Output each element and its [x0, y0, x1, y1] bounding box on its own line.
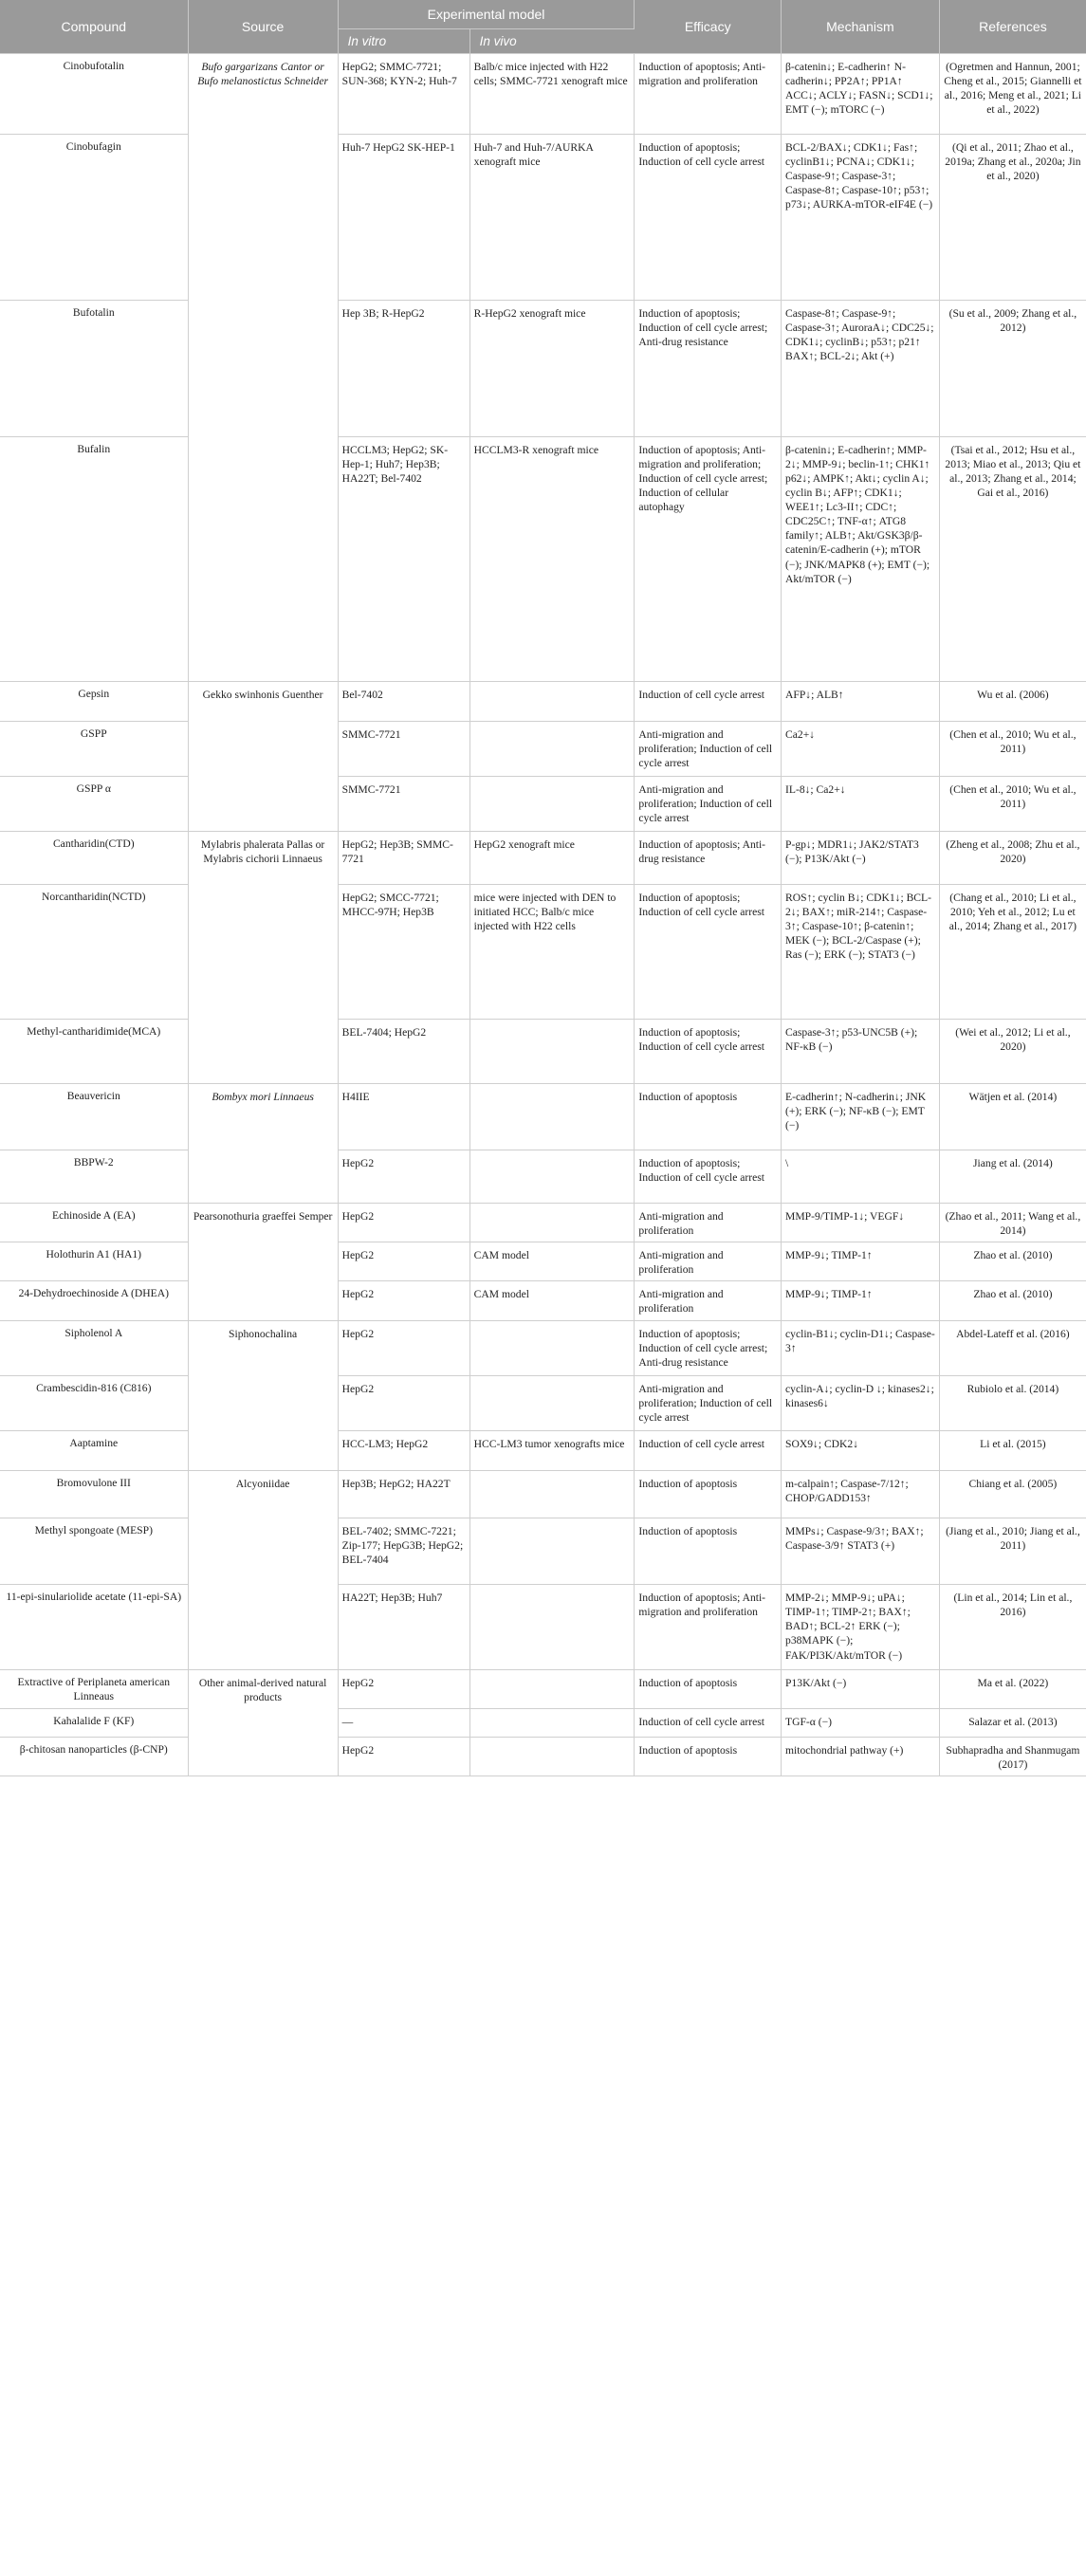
table-row: [0, 1737, 1086, 1776]
cell-in-vivo: HepG2 xenograft mice: [469, 832, 635, 885]
cell-source: [188, 1585, 338, 1670]
cell-mechanism: SOX9↓; CDK2↓: [782, 1431, 940, 1471]
cell-in-vitro: Bel-7402: [338, 682, 469, 722]
cell-compound: Bufotalin: [0, 301, 188, 437]
cell-source: [188, 1020, 338, 1084]
table-row: [0, 1471, 1086, 1518]
cell-in-vitro: BEL-7404; HepG2: [338, 1020, 469, 1084]
cell-efficacy: Induction of apoptosis; Induction of cell cycle arrest: [635, 885, 782, 1020]
cell-efficacy: Anti-migration and proliferation: [635, 1281, 782, 1321]
cell-references: (Su et al., 2009; Zhang et al., 2012): [939, 301, 1086, 437]
cell-mechanism: P13K/Akt (−): [782, 1670, 940, 1709]
cell-compound: Crambescidin-816 (C816): [0, 1376, 188, 1431]
cell-efficacy: Induction of apoptosis: [635, 1471, 782, 1518]
cell-compound: Bufalin: [0, 437, 188, 682]
cell-efficacy: Induction of apoptosis; Induction of cell cycle arrest: [635, 1150, 782, 1204]
cell-mechanism: BCL-2/BAX↓; CDK1↓; Fas↑; cyclinB1↓; PCNA↓; CDK1↓; Caspase-9↑; Caspase-3↑; Caspase-8↑; Caspase-10↑; p53↑; p73↓; AURKA-mTOR-eIF4E (−): [782, 135, 940, 301]
cell-references: (Chang et al., 2010; Li et al., 2010; Yeh et al., 2012; Lu et al., 2014; Zhang et al., 2017): [939, 885, 1086, 1020]
cell-references: Li et al. (2015): [939, 1431, 1086, 1471]
cell-in-vivo: CAM model: [469, 1281, 635, 1321]
cell-references: (Qi et al., 2011; Zhao et al., 2019a; Zhang et al., 2020a; Jin et al., 2020): [939, 135, 1086, 301]
cell-efficacy: Anti-migration and proliferation; Induction of cell cycle arrest: [635, 777, 782, 832]
cell-in-vivo: [469, 1585, 635, 1670]
cell-compound: GSPP α: [0, 777, 188, 832]
cell-references: Wu et al. (2006): [939, 682, 1086, 722]
cell-mechanism: β-catenin↓; E-cadherin↑; MMP-2↓; MMP-9↓; beclin-1↑; CHK1↑ p62↓; AMPK↑; Akt↓; cyclin A↓; cyclin B↓; AFP↑; CDK1↓; WEE1↑; Lc3-II↑; CDC↑; CDC25C↑; TNF-α↑; ATG8 family↑; ALB↑; Akt/GSK3β/β-catenin/E-cadherin (+); mTOR (−); JNK/MAPK8 (+); EMT (−); Akt/mTOR (−): [782, 437, 940, 682]
cell-in-vivo: [469, 1321, 635, 1376]
cell-source: [188, 1242, 338, 1281]
cell-compound: Holothurin A1 (HA1): [0, 1242, 188, 1281]
cell-efficacy: Anti-migration and proliferation: [635, 1204, 782, 1242]
cell-in-vivo: Huh-7 and Huh-7/AURKA xenograft mice: [469, 135, 635, 301]
table-row: [0, 1150, 1086, 1204]
table-row: [0, 1518, 1086, 1585]
cell-references: (Zheng et al., 2008; Zhu et al., 2020): [939, 832, 1086, 885]
cell-mechanism: MMP-9↓; TIMP-1↑: [782, 1242, 940, 1281]
cell-source: [188, 1708, 338, 1737]
cell-source: [188, 1376, 338, 1431]
cell-references: (Chen et al., 2010; Wu et al., 2011): [939, 722, 1086, 777]
cell-in-vitro: HepG2: [338, 1242, 469, 1281]
cell-in-vitro: HepG2: [338, 1321, 469, 1376]
cell-source: [188, 722, 338, 777]
cell-source: Alcyoniidae: [188, 1471, 338, 1518]
cell-in-vivo: HCCLM3-R xenograft mice: [469, 437, 635, 682]
cell-in-vivo: [469, 1708, 635, 1737]
cell-in-vitro: HepG2: [338, 1670, 469, 1709]
cell-mechanism: \: [782, 1150, 940, 1204]
table-row: [0, 1708, 1086, 1737]
cell-compound: 11-epi-sinulariolide acetate (11-epi-SA): [0, 1585, 188, 1670]
cell-in-vitro: —: [338, 1708, 469, 1737]
cell-mechanism: Caspase-3↑; p53-UNC5B (+); NF-κB (−): [782, 1020, 940, 1084]
cell-source: [188, 777, 338, 832]
cell-mechanism: cyclin-B1↓; cyclin-D1↓; Caspase-3↑: [782, 1321, 940, 1376]
table-row: [0, 437, 1086, 682]
cell-efficacy: Induction of apoptosis; Anti-drug resistance: [635, 832, 782, 885]
cell-references: Salazar et al. (2013): [939, 1708, 1086, 1737]
cell-efficacy: Induction of apoptosis; Induction of cell cycle arrest; Anti-drug resistance: [635, 301, 782, 437]
cell-compound: Methyl spongoate (MESP): [0, 1518, 188, 1585]
cell-compound: Bromovulone III: [0, 1471, 188, 1518]
cell-source: Bombyx mori Linnaeus: [188, 1084, 338, 1150]
table-row: [0, 1321, 1086, 1376]
cell-in-vitro: BEL-7402; SMMC-7221; Zip-177; HepG3B; HepG2; BEL-7404: [338, 1518, 469, 1585]
cell-efficacy: Induction of apoptosis: [635, 1670, 782, 1709]
cell-references: Zhao et al. (2010): [939, 1281, 1086, 1321]
cell-efficacy: Induction of cell cycle arrest: [635, 1431, 782, 1471]
cell-efficacy: Induction of cell cycle arrest: [635, 682, 782, 722]
table-row: [0, 777, 1086, 832]
cell-source: [188, 1431, 338, 1471]
table-row: [0, 1242, 1086, 1281]
cell-in-vitro: HepG2: [338, 1204, 469, 1242]
cell-in-vivo: [469, 1737, 635, 1776]
cell-compound: β-chitosan nanoparticles (β-CNP): [0, 1737, 188, 1776]
cell-source: [188, 1737, 338, 1776]
cell-in-vivo: CAM model: [469, 1242, 635, 1281]
cell-in-vivo: [469, 682, 635, 722]
cell-mechanism: m-calpain↑; Caspase-7/12↑; CHOP/GADD153↑: [782, 1471, 940, 1518]
cell-compound: Sipholenol A: [0, 1321, 188, 1376]
cell-in-vitro: HepG2: [338, 1150, 469, 1204]
cell-references: Abdel-Lateff et al. (2016): [939, 1321, 1086, 1376]
cell-compound: GSPP: [0, 722, 188, 777]
cell-efficacy: Induction of apoptosis; Anti-migration and proliferation: [635, 1585, 782, 1670]
cell-source: Gekko swinhonis Guenther: [188, 682, 338, 722]
cell-mechanism: AFP↓; ALB↑: [782, 682, 940, 722]
cell-mechanism: P-gp↓; MDR1↓; JAK2/STAT3 (−); P13K/Akt (−): [782, 832, 940, 885]
cell-in-vivo: [469, 1084, 635, 1150]
cell-efficacy: Induction of apoptosis; Induction of cell cycle arrest: [635, 1020, 782, 1084]
cell-in-vivo: Balb/c mice injected with H22 cells; SMMC-7721 xenograft mice: [469, 54, 635, 135]
col-header-compound: Compound: [0, 0, 188, 54]
cell-references: (Ogretmen and Hannun, 2001; Cheng et al., 2015; Giannelli et al., 2016; Meng et al., 2021; Li et al., 2022): [939, 54, 1086, 135]
cell-compound: Cinobufagin: [0, 135, 188, 301]
col-header-source: Source: [188, 0, 338, 54]
cell-compound: Beauvericin: [0, 1084, 188, 1150]
cell-efficacy: Induction of cell cycle arrest: [635, 1708, 782, 1737]
cell-in-vitro: Huh-7 HepG2 SK-HEP-1: [338, 135, 469, 301]
table-row: [0, 1204, 1086, 1242]
cell-in-vitro: HepG2: [338, 1281, 469, 1321]
cell-references: (Jiang et al., 2010; Jiang et al., 2011): [939, 1518, 1086, 1585]
col-header-mechanism: Mechanism: [782, 0, 940, 54]
cell-in-vitro: Hep3B; HepG2; HA22T: [338, 1471, 469, 1518]
cell-compound: Gepsin: [0, 682, 188, 722]
table-row: [0, 682, 1086, 722]
cell-references: (Tsai et al., 2012; Hsu et al., 2013; Miao et al., 2013; Qiu et al., 2013; Zhang et al., 2014; Gai et al., 2016): [939, 437, 1086, 682]
cell-mechanism: cyclin-A↓; cyclin-D ↓; kinases2↓; kinases6↓: [782, 1376, 940, 1431]
cell-in-vitro: Hep 3B; R-HepG2: [338, 301, 469, 437]
cell-source: Mylabris phalerata Pallas or Mylabris cichorii Linnaeus: [188, 832, 338, 885]
cell-efficacy: Induction of apoptosis; Anti-migration and proliferation; Induction of cell cycle arrest; Induction of cellular autophagy: [635, 437, 782, 682]
cell-compound: Norcantharidin(NCTD): [0, 885, 188, 1020]
cell-compound: Echinoside A (EA): [0, 1204, 188, 1242]
cell-in-vivo: [469, 1518, 635, 1585]
cell-mechanism: MMPs↓; Caspase-9/3↑; BAX↑; Caspase-3/9↑ STAT3 (+): [782, 1518, 940, 1585]
cell-references: (Lin et al., 2014; Lin et al., 2016): [939, 1585, 1086, 1670]
table-row: [0, 54, 1086, 135]
cell-efficacy: Induction of apoptosis: [635, 1084, 782, 1150]
cell-references: Rubiolo et al. (2014): [939, 1376, 1086, 1431]
table-row: [0, 1281, 1086, 1321]
cell-source: Pearsonothuria graeffei Semper: [188, 1204, 338, 1242]
cell-source: [188, 885, 338, 1020]
cell-compound: Extractive of Periplaneta american Linneaus: [0, 1670, 188, 1709]
cell-in-vitro: HepG2: [338, 1376, 469, 1431]
col-header-experimental-model: Experimental model: [338, 0, 635, 29]
cell-in-vitro: HepG2; Hep3B; SMMC-7721: [338, 832, 469, 885]
cell-in-vivo: R-HepG2 xenograft mice: [469, 301, 635, 437]
cell-efficacy: Induction of apoptosis: [635, 1518, 782, 1585]
cell-source: [188, 301, 338, 437]
cell-source: [188, 1281, 338, 1321]
cell-efficacy: Anti-migration and proliferation; Induction of cell cycle arrest: [635, 722, 782, 777]
cell-in-vivo: [469, 1376, 635, 1431]
cell-mechanism: β-catenin↓; E-cadherin↑ N-cadherin↓; PP2A↑; PP1A↑ ACC↓; ACLY↓; FASN↓; SCD1↓; EMT (−); mTORC (−): [782, 54, 940, 135]
cell-compound: BBPW-2: [0, 1150, 188, 1204]
cell-in-vitro: SMMC-7721: [338, 722, 469, 777]
cell-compound: Methyl-cantharidimide(MCA): [0, 1020, 188, 1084]
cell-references: (Wei et al., 2012; Li et al., 2020): [939, 1020, 1086, 1084]
cell-mechanism: MMP-9/TIMP-1↓; VEGF↓: [782, 1204, 940, 1242]
cell-source: [188, 1150, 338, 1204]
cell-in-vivo: [469, 1471, 635, 1518]
cell-compound: Kahalalide F (KF): [0, 1708, 188, 1737]
cell-mechanism: TGF-α (−): [782, 1708, 940, 1737]
cell-in-vitro: HepG2; SMMC-7721; SUN-368; KYN-2; Huh-7: [338, 54, 469, 135]
cell-mechanism: E-cadherin↑; N-cadherin↓; JNK (+); ERK (−); NF-κB (−); EMT (−): [782, 1084, 940, 1150]
cell-references: Subhapradha and Shanmugam (2017): [939, 1737, 1086, 1776]
cell-references: (Zhao et al., 2011; Wang et al., 2014): [939, 1204, 1086, 1242]
cell-mechanism: MMP-2↓; MMP-9↓; uPA↓; TIMP-1↑; TIMP-2↑; BAX↑; BAD↑; BCL-2↑ ERK (−); p38MAPK (−); FAK/PI3K/Akt/mTOR (−): [782, 1585, 940, 1670]
table-row: [0, 832, 1086, 885]
table-row: [0, 135, 1086, 301]
cell-in-vivo: mice were injected with DEN to initiated HCC; Balb/c mice injected with H22 cells: [469, 885, 635, 1020]
cell-mechanism: ROS↑; cyclin B↓; CDK1↓; BCL-2↓; BAX↑; miR-214↑; Caspase-3↑; Caspase-10↑; β-catenin↑; MEK (−); BCL-2/Caspase (+); Ras (−); ERK (−); STAT3 (−): [782, 885, 940, 1020]
cell-source: Other animal-derived natural products: [188, 1670, 338, 1709]
table-row: [0, 1670, 1086, 1709]
cell-in-vivo: [469, 1150, 635, 1204]
cell-references: Chiang et al. (2005): [939, 1471, 1086, 1518]
cell-efficacy: Induction of apoptosis; Induction of cell cycle arrest: [635, 135, 782, 301]
cell-in-vitro: HA22T; Hep3B; Huh7: [338, 1585, 469, 1670]
table-row: [0, 1084, 1086, 1150]
col-header-efficacy: Efficacy: [635, 0, 782, 54]
cell-source: [188, 437, 338, 682]
table-row: [0, 885, 1086, 1020]
col-header-references: References: [939, 0, 1086, 54]
cell-references: Ma et al. (2022): [939, 1670, 1086, 1709]
cell-in-vitro: HCCLM3; HepG2; SK-Hep-1; Huh7; Hep3B; HA22T; Bel-7402: [338, 437, 469, 682]
cell-mechanism: Ca2+↓: [782, 722, 940, 777]
col-header-in-vivo: In vivo: [469, 29, 635, 54]
cell-efficacy: Induction of apoptosis: [635, 1737, 782, 1776]
cell-in-vivo: [469, 1204, 635, 1242]
cell-compound: Cantharidin(CTD): [0, 832, 188, 885]
cell-efficacy: Anti-migration and proliferation: [635, 1242, 782, 1281]
table-row: [0, 1585, 1086, 1670]
cell-in-vitro: HCC-LM3; HepG2: [338, 1431, 469, 1471]
cell-mechanism: mitochondrial pathway (+): [782, 1737, 940, 1776]
cell-source: Bufo gargarizans Cantor or Bufo melanostictus Schneider: [188, 54, 338, 135]
cell-compound: Aaptamine: [0, 1431, 188, 1471]
cell-efficacy: Anti-migration and proliferation; Induction of cell cycle arrest: [635, 1376, 782, 1431]
cell-in-vivo: HCC-LM3 tumor xenografts mice: [469, 1431, 635, 1471]
cell-compound: 24-Dehydroechinoside A (DHEA): [0, 1281, 188, 1321]
cell-source: [188, 135, 338, 301]
cell-efficacy: Induction of apoptosis; Induction of cell cycle arrest; Anti-drug resistance: [635, 1321, 782, 1376]
table-row: [0, 1431, 1086, 1471]
cell-references: Zhao et al. (2010): [939, 1242, 1086, 1281]
cell-references: (Chen et al., 2010; Wu et al., 2011): [939, 777, 1086, 832]
cell-in-vivo: [469, 1020, 635, 1084]
cell-references: Wätjen et al. (2014): [939, 1084, 1086, 1150]
col-header-in-vitro: In vitro: [338, 29, 469, 54]
cell-in-vitro: HepG2; SMCC-7721; MHCC-97H; Hep3B: [338, 885, 469, 1020]
table-row: [0, 722, 1086, 777]
cell-in-vitro: HepG2: [338, 1737, 469, 1776]
table-row: [0, 301, 1086, 437]
cell-mechanism: Caspase-8↑; Caspase-9↑; Caspase-3↑; AuroraA↓; CDC25↓; CDK1↓; cyclinB↓; p53↑; p21↑ BAX↑; BCL-2↓; Akt (+): [782, 301, 940, 437]
cell-in-vitro: SMMC-7721: [338, 777, 469, 832]
cell-compound: Cinobufotalin: [0, 54, 188, 135]
cell-references: Jiang et al. (2014): [939, 1150, 1086, 1204]
cell-source: [188, 1518, 338, 1585]
table-row: [0, 1376, 1086, 1431]
cell-in-vivo: [469, 722, 635, 777]
cell-mechanism: MMP-9↓; TIMP-1↑: [782, 1281, 940, 1321]
cell-in-vivo: [469, 1670, 635, 1709]
table-row: [0, 1020, 1086, 1084]
cell-in-vitro: H4IIE: [338, 1084, 469, 1150]
cell-in-vivo: [469, 777, 635, 832]
cell-source: Siphonochalina: [188, 1321, 338, 1376]
cell-efficacy: Induction of apoptosis; Anti-migration and proliferation: [635, 54, 782, 135]
cell-mechanism: IL-8↓; Ca2+↓: [782, 777, 940, 832]
